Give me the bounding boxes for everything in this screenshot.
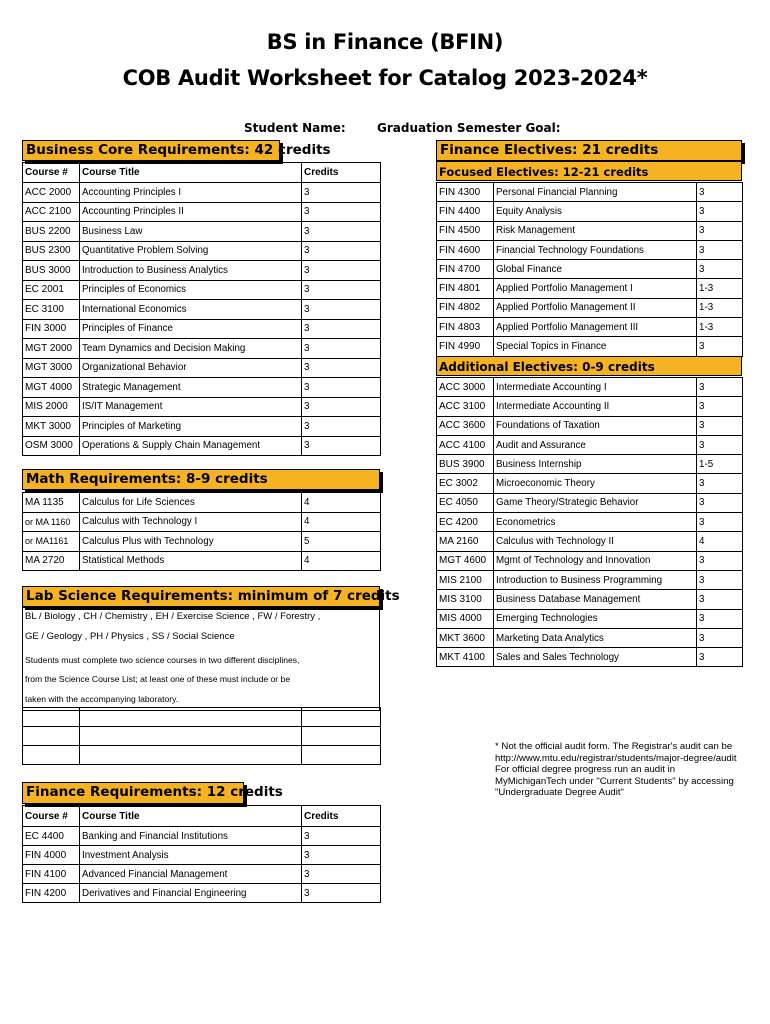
table-row: [23, 827, 381, 846]
course-credits: 5: [302, 532, 381, 552]
course-number: MIS 4000: [437, 609, 494, 628]
table-row: [437, 493, 743, 512]
footnote-line: MyMichiganTech under "Current Students" by accessing: [495, 775, 734, 787]
course-credits: 3: [697, 183, 743, 202]
course-number: MKT 3000: [23, 417, 80, 437]
course-credits: 3: [697, 551, 743, 570]
column-header: Course #: [23, 163, 80, 183]
course-title: Calculus for Life Sciences: [80, 493, 302, 513]
table-row: [437, 474, 743, 493]
course-title: Financial Technology Foundations: [494, 240, 697, 259]
table-row: [23, 280, 381, 300]
course-title: Derivatives and Financial Engineering: [80, 884, 302, 903]
table-row: [23, 339, 381, 359]
course-credits: 3: [302, 436, 381, 456]
course-credits: 3: [302, 300, 381, 320]
course-title: Advanced Financial Management: [80, 865, 302, 884]
table-row: [437, 337, 743, 356]
lab-science-note: Students must complete two science courses in two different disciplines,: [25, 655, 300, 665]
course-number: MA 2720: [23, 551, 80, 571]
table-row: [23, 532, 381, 552]
table-row: [437, 260, 743, 279]
course-credits: 3: [302, 183, 381, 203]
course-number: EC 4050: [437, 493, 494, 512]
table-row: [23, 183, 381, 203]
course-title: IS/IT Management: [80, 397, 302, 417]
course-title: Business Internship: [494, 455, 697, 474]
table-row: [437, 416, 743, 435]
table-row: [437, 240, 743, 259]
course-title: Intermediate Accounting II: [494, 397, 697, 416]
course-credits: 1-3: [697, 298, 743, 317]
page-title: BS in Finance (BFIN): [266, 30, 504, 54]
course-credits: 3: [697, 337, 743, 356]
course-number: FIN 3000: [23, 319, 80, 339]
course-title: Accounting Principles II: [80, 202, 302, 222]
table-row: [23, 436, 381, 456]
page-subtitle: COB Audit Worksheet for Catalog 2023-2024*: [122, 66, 648, 90]
course-credits: 4: [302, 493, 381, 513]
course-number: MGT 4600: [437, 551, 494, 570]
math-table: [22, 492, 381, 571]
table-row: [23, 358, 381, 378]
business-core-table: [22, 162, 381, 456]
course-number: EC 3002: [437, 474, 494, 493]
table-row: [23, 241, 381, 261]
student-name-label: Student Name:: [244, 121, 346, 135]
course-title: Foundations of Taxation: [494, 416, 697, 435]
table-row: [437, 551, 743, 570]
course-credits: 3: [302, 846, 381, 865]
course-number: BUS 2200: [23, 222, 80, 242]
table-row: [437, 570, 743, 589]
footnote: [495, 741, 765, 799]
table-row: [23, 300, 381, 320]
course-number: ACC 3600: [437, 416, 494, 435]
course-number: ACC 3100: [437, 397, 494, 416]
graduation-goal-label: Graduation Semester Goal:: [377, 121, 561, 135]
course-credits: 1-3: [697, 279, 743, 298]
course-entry-cell[interactable]: [23, 746, 80, 765]
course-credits: 3: [697, 513, 743, 532]
course-title: International Economics: [80, 300, 302, 320]
course-entry-cell[interactable]: [23, 708, 80, 727]
focused-electives-heading: Focused Electives: 12-21 credits: [436, 161, 742, 181]
course-title: Introduction to Business Programming: [494, 570, 697, 589]
course-credits: 3: [302, 865, 381, 884]
course-number: FIN 4000: [23, 846, 80, 865]
lab-science-disciplines-2: GE / Geology , PH / Physics , SS / Social Science: [25, 631, 235, 642]
course-number: or MA1161: [23, 532, 80, 552]
course-credits: 3: [302, 280, 381, 300]
table-row: [23, 708, 381, 727]
course-title: Econometrics: [494, 513, 697, 532]
course-title: Principles of Marketing: [80, 417, 302, 437]
course-number: MGT 3000: [23, 358, 80, 378]
course-credits: 3: [302, 202, 381, 222]
business-core-heading: Business Core Requirements: 42 credits: [22, 140, 280, 161]
lab-science-disciplines: BL / Biology , CH / Chemistry , EH / Exercise Science , FW / Forestry ,: [25, 611, 321, 622]
course-title: Statistical Methods: [80, 551, 302, 571]
course-title: Banking and Financial Institutions: [80, 827, 302, 846]
course-title: Calculus Plus with Technology: [80, 532, 302, 552]
course-number: ACC 2000: [23, 183, 80, 203]
course-credits: 3: [697, 202, 743, 221]
course-title: Special Topics in Finance: [494, 337, 697, 356]
table-row: [437, 202, 743, 221]
column-header: Credits: [302, 163, 381, 183]
course-credits: 3: [697, 493, 743, 512]
course-credits: 3: [697, 648, 743, 667]
table-row: [437, 628, 743, 647]
course-credits: 3: [697, 435, 743, 454]
table-row: [23, 397, 381, 417]
course-number: FIN 4700: [437, 260, 494, 279]
lab-science-note: taken with the accompanying laboratory.: [25, 694, 179, 704]
course-title: Intermediate Accounting I: [494, 378, 697, 397]
course-credits: 3: [697, 397, 743, 416]
course-number: EC 3100: [23, 300, 80, 320]
course-title: Principles of Finance: [80, 319, 302, 339]
course-credits: 3: [697, 609, 743, 628]
course-credits: 3: [302, 397, 381, 417]
course-number: ACC 3000: [437, 378, 494, 397]
finance-electives-heading: Finance Electives: 21 credits: [436, 140, 742, 161]
course-number: MA 1135: [23, 493, 80, 513]
course-credits: 3: [697, 240, 743, 259]
course-title: Quantitative Problem Solving: [80, 241, 302, 261]
course-number: FIN 4200: [23, 884, 80, 903]
course-number: BUS 3000: [23, 261, 80, 281]
course-number: ACC 4100: [437, 435, 494, 454]
course-title: Operations & Supply Chain Management: [80, 436, 302, 456]
course-number: MIS 2100: [437, 570, 494, 589]
course-credits: 1-5: [697, 455, 743, 474]
course-credits: 4: [302, 551, 381, 571]
course-title: Calculus with Technology I: [80, 512, 302, 532]
course-number: MGT 4000: [23, 378, 80, 398]
course-number: ACC 2100: [23, 202, 80, 222]
course-credits: 4: [302, 512, 381, 532]
table-row: [437, 183, 743, 202]
lab-science-entry-table: [22, 707, 381, 765]
course-title: Microeconomic Theory: [494, 474, 697, 493]
course-entry-cell[interactable]: [80, 708, 302, 727]
column-header: Course Title: [80, 806, 302, 827]
course-title: Accounting Principles I: [80, 183, 302, 203]
course-number: FIN 4803: [437, 318, 494, 337]
course-credits: 3: [697, 378, 743, 397]
table-row: [437, 378, 743, 397]
course-title: Strategic Management: [80, 378, 302, 398]
table-row: [437, 455, 743, 474]
course-title: Applied Portfolio Management I: [494, 279, 697, 298]
additional-electives-heading: Additional Electives: 0-9 credits: [436, 356, 742, 376]
footnote-url[interactable]: http://www.mtu.edu/registrar/students/major-degree/audit: [495, 752, 737, 764]
table-row: [23, 222, 381, 242]
course-title: Mgmt of Technology and Innovation: [494, 551, 697, 570]
course-credits: 3: [302, 378, 381, 398]
course-credits: 3: [302, 339, 381, 359]
table-row: [437, 590, 743, 609]
course-title: Personal Financial Planning: [494, 183, 697, 202]
course-credits: 3: [302, 827, 381, 846]
course-title: Principles of Economics: [80, 280, 302, 300]
table-row: [23, 493, 381, 513]
table-row: [23, 202, 381, 222]
course-number: FIN 4500: [437, 221, 494, 240]
table-row: [437, 609, 743, 628]
footnote-line: "Undergraduate Degree Audit": [495, 787, 624, 799]
course-credits: 3: [302, 241, 381, 261]
course-title: Marketing Data Analytics: [494, 628, 697, 647]
course-title: Business Database Management: [494, 590, 697, 609]
course-credits: 3: [302, 319, 381, 339]
additional-electives-table: [436, 377, 743, 667]
course-title: Applied Portfolio Management III: [494, 318, 697, 337]
table-row: [437, 318, 743, 337]
course-number: FIN 4300: [437, 183, 494, 202]
course-credits: 3: [697, 474, 743, 493]
course-number: MIS 2000: [23, 397, 80, 417]
table-row: [437, 513, 743, 532]
course-entry-cell[interactable]: [302, 727, 381, 746]
course-number: FIN 4802: [437, 298, 494, 317]
course-entry-cell[interactable]: [80, 727, 302, 746]
course-credits: 3: [302, 261, 381, 281]
course-number: MKT 3600: [437, 628, 494, 647]
table-row: [437, 279, 743, 298]
course-credits: 3: [697, 221, 743, 240]
course-credits: 3: [697, 260, 743, 279]
table-row: [23, 417, 381, 437]
course-number: FIN 4600: [437, 240, 494, 259]
course-credits: 1-3: [697, 318, 743, 337]
table-header-row: [23, 806, 381, 827]
course-entry-cell[interactable]: [23, 727, 80, 746]
course-credits: 3: [302, 884, 381, 903]
course-title: Introduction to Business Analytics: [80, 261, 302, 281]
table-row: [23, 884, 381, 903]
course-number: MGT 2000: [23, 339, 80, 359]
course-number: FIN 4801: [437, 279, 494, 298]
finance-requirements-heading: Finance Requirements: 12 credits: [22, 782, 244, 804]
course-title: Sales and Sales Technology: [494, 648, 697, 667]
table-row: [437, 397, 743, 416]
course-credits: 3: [302, 358, 381, 378]
table-row: [437, 221, 743, 240]
course-number: MIS 3100: [437, 590, 494, 609]
footnote-line: For official degree progress run an audit in: [495, 764, 676, 776]
course-title: Organizational Behavior: [80, 358, 302, 378]
course-credits: 3: [697, 628, 743, 647]
course-title: Team Dynamics and Decision Making: [80, 339, 302, 359]
course-title: Audit and Assurance: [494, 435, 697, 454]
course-number: MKT 4100: [437, 648, 494, 667]
course-entry-cell[interactable]: [80, 746, 302, 765]
course-number: FIN 4990: [437, 337, 494, 356]
course-credits: 3: [697, 570, 743, 589]
course-title: Global Finance: [494, 260, 697, 279]
course-title: Equity Analysis: [494, 202, 697, 221]
course-title: Emerging Technologies: [494, 609, 697, 628]
course-number: OSM 3000: [23, 436, 80, 456]
course-number: or MA 1160: [23, 512, 80, 532]
lab-science-note: from the Science Course List; at least one of these must include or be: [25, 674, 291, 684]
lab-science-heading: Lab Science Requirements: minimum of 7 credits: [22, 586, 380, 607]
course-title: Business Law: [80, 222, 302, 242]
table-row: [23, 319, 381, 339]
footnote-line: * Not the official audit form. The Registrar's audit can be: [495, 741, 733, 752]
column-header: Course Title: [80, 163, 302, 183]
course-number: EC 4400: [23, 827, 80, 846]
course-title: Investment Analysis: [80, 846, 302, 865]
course-title: Risk Management: [494, 221, 697, 240]
course-credits: 3: [302, 417, 381, 437]
course-number: EC 2001: [23, 280, 80, 300]
course-credits: 3: [697, 590, 743, 609]
course-number: EC 4200: [437, 513, 494, 532]
course-number: BUS 3900: [437, 455, 494, 474]
course-number: FIN 4400: [437, 202, 494, 221]
table-header-row: [23, 163, 381, 183]
table-row: [23, 846, 381, 865]
course-credits: 3: [697, 416, 743, 435]
course-credits: 4: [697, 532, 743, 551]
table-row: [437, 435, 743, 454]
course-title: Game Theory/Strategic Behavior: [494, 493, 697, 512]
focused-electives-table: [436, 182, 743, 357]
course-number: MA 2160: [437, 532, 494, 551]
course-number: FIN 4100: [23, 865, 80, 884]
table-row: [23, 551, 381, 571]
course-title: Applied Portfolio Management II: [494, 298, 697, 317]
finance-requirements-table: [22, 805, 381, 903]
table-row: [437, 532, 743, 551]
course-title: Calculus with Technology II: [494, 532, 697, 551]
course-number: BUS 2300: [23, 241, 80, 261]
column-header: Course #: [23, 806, 80, 827]
table-row: [23, 865, 381, 884]
table-row: [23, 727, 381, 746]
course-entry-cell[interactable]: [302, 708, 381, 727]
course-entry-cell[interactable]: [302, 746, 381, 765]
table-row: [23, 378, 381, 398]
table-row: [23, 746, 381, 765]
table-row: [437, 298, 743, 317]
table-row: [23, 261, 381, 281]
column-header: Credits: [302, 806, 381, 827]
math-heading: Math Requirements: 8-9 credits: [22, 469, 380, 490]
table-row: [437, 648, 743, 667]
table-row: [23, 512, 381, 532]
course-credits: 3: [302, 222, 381, 242]
